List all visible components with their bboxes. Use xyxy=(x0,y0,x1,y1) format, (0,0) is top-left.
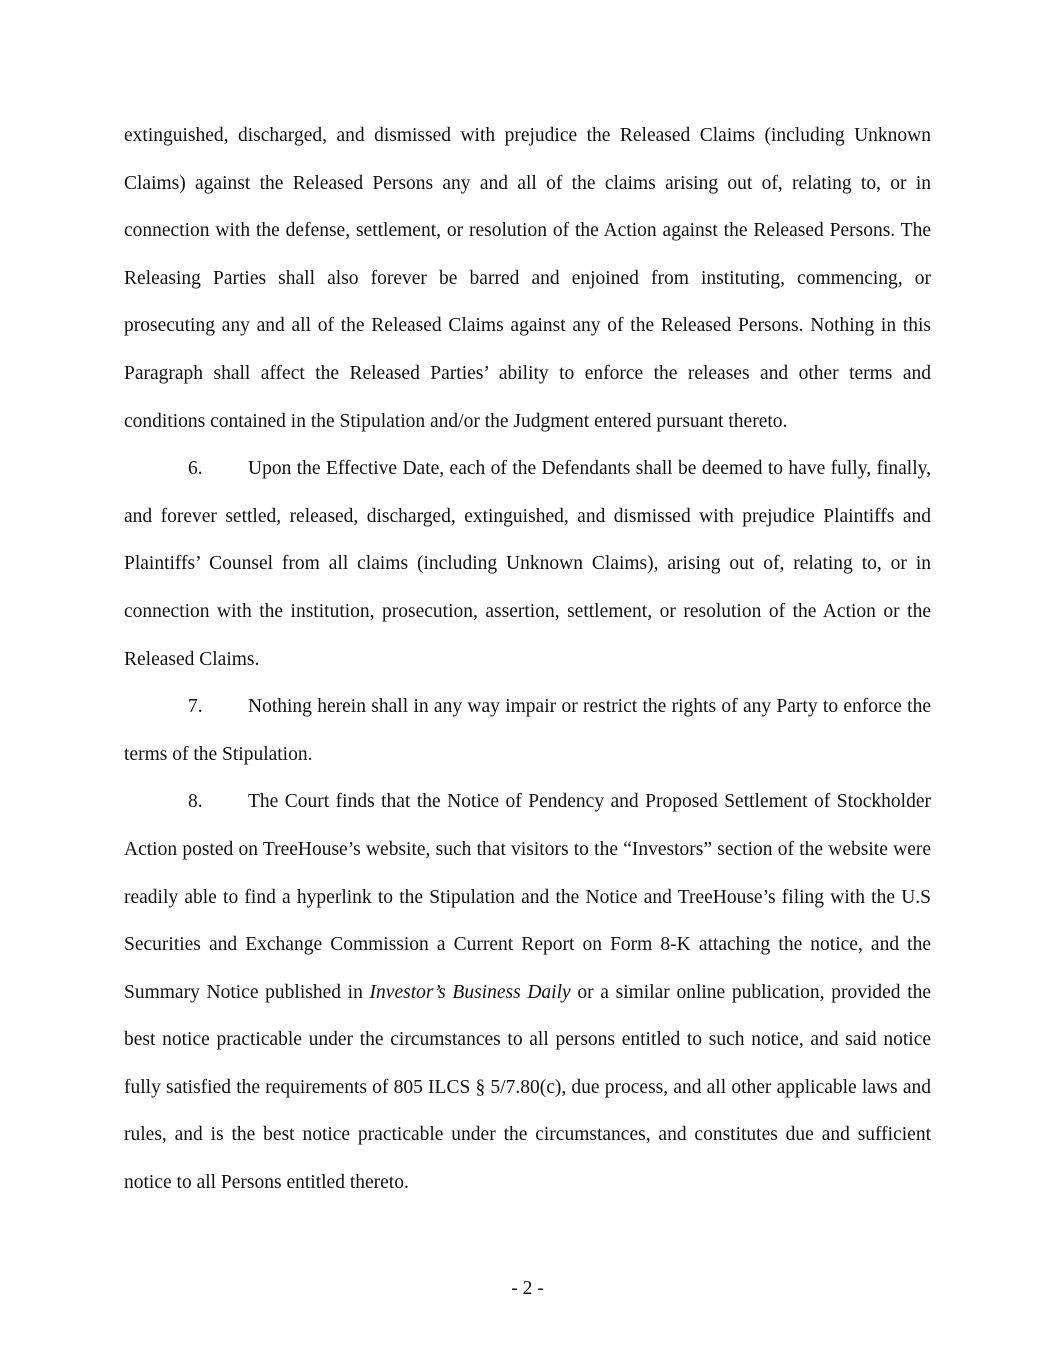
paragraph-number: 7. xyxy=(188,696,203,718)
paragraph-number: 6. xyxy=(188,458,203,480)
paragraph-number: 8. xyxy=(188,791,203,813)
paragraph-8 xyxy=(124,778,931,1206)
paragraph-6 xyxy=(124,445,931,683)
continuation-paragraph: extinguished, discharged, and dismissed with prejudice the Released Claims (including Unknown Claims) against the Released Persons any and all of the claims arising out of, relating to, or in connection with the defense, settlement, or resolution of the Action against the Released Persons. The Releasing Parties shall also forever be barred and enjoined from instituting, commencing, or prosecuting any and all of the Released Claims against any of the Released Persons. Nothing in this Paragraph shall affect the Released Parties’ ability to enforce the releases and other terms and conditions contained in the Stipulation and/or the Judgment entered pursuant thereto. xyxy=(124,125,931,432)
paragraph-text: Upon the Effective Date, each of the Defendants shall be deemed to have fully, finally, and forever settled, released, discharged, extinguished, and dismissed with prejudice Plaintiffs and Plaintiffs’ Counsel from all claims (including Unknown Claims), arising out of, relating to, or in connection with the institution, prosecution, assertion, settlement, or resolution of the Action or the Released Claims. xyxy=(124,458,931,670)
paragraph-text-middle: or a similar online publication xyxy=(570,981,820,1003)
page-number: - 2 - xyxy=(511,1278,544,1299)
paragraph-7 xyxy=(124,683,931,778)
paragraph-text-end: provided the best notice practicable under the circumstances to all persons entitled to such notice, and said notice fully satisfied the requirements of 805 ILCS § 5/7.80(c), due process, and all other applicable laws and rules, and is the best notice practicable under the circumstances, and constitutes due and sufficient notice to all Persons entitled thereto. xyxy=(124,981,932,1194)
publication-name: Investor’s Business Daily xyxy=(369,981,571,1003)
paragraph-text-start: The Court finds that the Notice of Pendency and Proposed Settlement of Stockholder Action posted on TreeHouse’s website, such that visitors to the “Investors” section of the website were readily able to find a hyperlink to the Stipulation and the Notice and TreeHouse’s filing with the U.S Securities and Exchange Commission a Current Report on Form 8-K attaching the notice, and the Summary Notice published in xyxy=(124,791,931,1003)
paragraph-text: Nothing herein shall in any way impair or restrict the rights of any Party to enforce the terms of the Stipulation. xyxy=(124,696,931,765)
document-body xyxy=(124,112,931,1207)
italic-comma: , xyxy=(819,981,825,1003)
